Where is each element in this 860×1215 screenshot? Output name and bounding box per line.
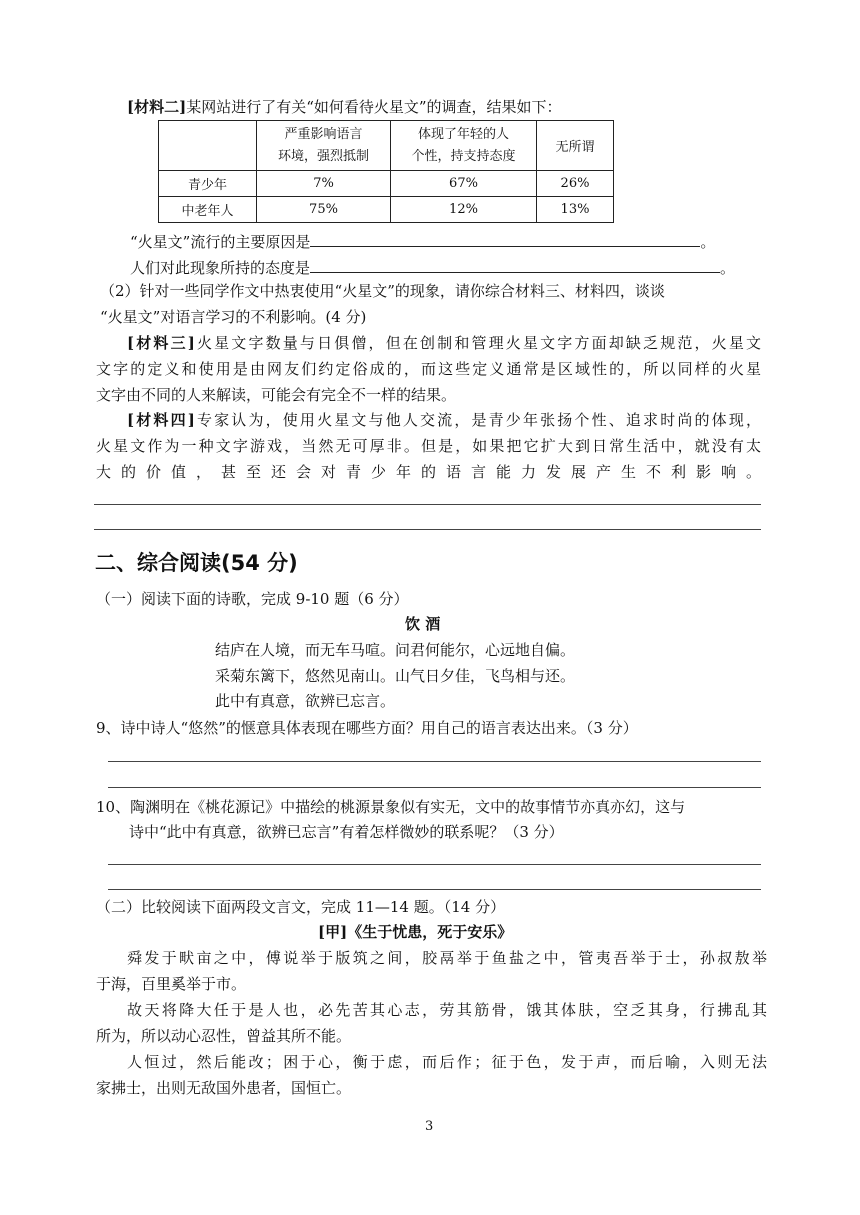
passage-title: [甲]《生于忧患，死于安乐》 xyxy=(318,923,513,941)
passage-line: 所为，所以动心忍性，曾益其所不能。 xyxy=(96,1027,352,1045)
material3-tag: [材料三] xyxy=(127,334,195,352)
poem-title: 饮 酒 xyxy=(405,615,441,633)
table-corner-cell xyxy=(159,121,257,171)
material3-line-2: 文字的定义和使用是由网友们约定俗成的，而这些定义通常是区域性的，所以同样的火星 xyxy=(96,360,761,378)
group-cell: 中老年人 xyxy=(159,197,257,223)
table-header-cell xyxy=(257,121,391,171)
question-10-line-2: 诗中“此中有真意，欲辨已忘言”有着怎样微妙的联系呢？（3 分） xyxy=(129,823,564,841)
question-10-line-1: 10、陶渊明在《桃花源记》中描绘的桃源景象似有实无，文中的故事情节亦真亦幻，这与 xyxy=(96,798,686,816)
material2-line xyxy=(127,97,562,117)
header-line: 无所谓 xyxy=(555,140,595,155)
question-9: 9、诗中诗人“悠然”的惬意具体表现在哪些方面？用自己的语言表达出来。（3 分） xyxy=(96,719,638,737)
reason-answer-blank[interactable] xyxy=(310,230,700,247)
material4-text: 专家认为，使用火星文与他人交流，是青少年张扬个性、追求时尚的体现， xyxy=(194,411,761,429)
part2-intro: （二）比较阅读下面两段文言文，完成 11—14 题。（14 分） xyxy=(96,898,506,916)
q2-line-2: “火星文”对语言学习的不利影响。(4 分) xyxy=(100,308,367,326)
answer-line[interactable] xyxy=(94,504,761,505)
material4-line-3: 大的价值，甚至还会对青少年的语言能力发展产生不利影响。 xyxy=(96,463,761,481)
passage-line: 故天将降大任于是人也，必先苦其心志，劳其筋骨，饿其体肤，空乏其身，行拂乱其 xyxy=(127,1001,767,1019)
value-cell: 7% xyxy=(257,171,391,197)
material4-line-1 xyxy=(127,410,761,430)
answer-line[interactable] xyxy=(108,889,761,890)
table-row xyxy=(159,171,614,197)
page-number: 3 xyxy=(425,1119,434,1134)
group-cell: 青少年 xyxy=(159,171,257,197)
header-line: 环境，强烈抵制 xyxy=(277,148,369,164)
poem-line: 采菊东篱下，悠然见南山。山气日夕佳，飞鸟相与还。 xyxy=(215,667,576,685)
reason-fill-line xyxy=(130,230,715,252)
passage-line: 人恒过，然后能改；困于心，衡于虑，而后作；征于色，发于声，而后喻，入则无法 xyxy=(127,1053,767,1071)
part1-intro: （一）阅读下面的诗歌，完成 9-10 题（6 分） xyxy=(96,590,409,608)
attitude-period: 。 xyxy=(720,259,736,277)
section-heading: 二、综合阅读(54 分) xyxy=(95,551,298,575)
passage-line: 家拂士，出则无敌国外患者，国恒亡。 xyxy=(96,1079,352,1097)
attitude-answer-blank[interactable] xyxy=(310,256,720,273)
material2-text: 某网站进行了有关“如何看待火星文”的调查，结果如下： xyxy=(186,98,562,116)
value-cell: 75% xyxy=(257,197,391,223)
attitude-label: 人们对此现象所持的态度是 xyxy=(130,259,311,277)
material3-text: 火星文字数量与日俱僧，但在创制和管理火星文字方面却缺乏规范，火星文 xyxy=(194,334,761,352)
value-cell: 67% xyxy=(391,171,537,197)
table-header-row xyxy=(159,121,614,171)
table-header-cell xyxy=(537,121,614,171)
q2-line-1: （2）针对一些同学作文中热衷使用“火星文”的现象，请你综合材料三、材料四，谈谈 xyxy=(100,282,665,300)
table-header-cell xyxy=(391,121,537,171)
value-cell: 13% xyxy=(537,197,614,223)
answer-line[interactable] xyxy=(94,529,761,530)
answer-line[interactable] xyxy=(108,864,761,865)
table-row xyxy=(159,197,614,223)
value-cell: 26% xyxy=(537,171,614,197)
reason-label: “火星文”流行的主要原因是 xyxy=(130,233,311,251)
passage-line: 舜发于畎亩之中，傅说举于版筑之间，胶鬲举于鱼盐之中，管夷吾举于士，孙叔敖举 xyxy=(127,949,767,967)
material3-line-3: 文字由不同的人来解读，可能会有完全不一样的结果。 xyxy=(96,386,457,404)
answer-line[interactable] xyxy=(108,761,761,762)
material2-tag: [材料二] xyxy=(127,98,187,116)
header-line: 个性，持支持态度 xyxy=(411,148,516,164)
poem-line: 此中有真意，欲辨已忘言。 xyxy=(215,692,396,710)
material4-tag: [材料四] xyxy=(127,411,195,429)
header-line: 严重影响语言 xyxy=(284,126,363,142)
passage-line: 于海，百里奚举于市。 xyxy=(96,975,247,993)
value-cell: 12% xyxy=(391,197,537,223)
reason-period: 。 xyxy=(700,233,716,251)
material4-line-2: 火星文作为一种文字游戏，当然无可厚非。但是，如果把它扩大到日常生活中，就没有太 xyxy=(96,437,761,455)
material3-line-1 xyxy=(127,333,761,353)
poem-line: 结庐在人境，而无车马喧。问君何能尔，心远地自偏。 xyxy=(215,641,576,659)
header-line: 体现了年轻的人 xyxy=(417,126,509,142)
survey-table xyxy=(158,120,614,223)
attitude-fill-line xyxy=(130,256,735,278)
answer-line[interactable] xyxy=(108,787,761,788)
